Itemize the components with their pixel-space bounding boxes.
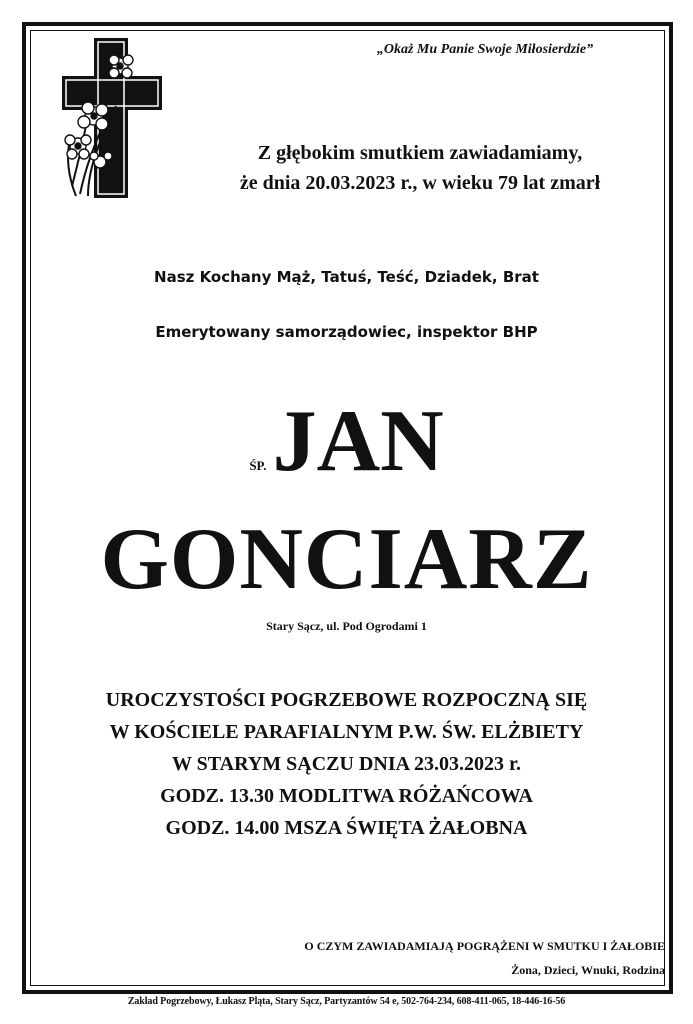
closing-line-1: O CZYM ZAWIADAMIAJĄ POGRĄŻENI W SMUTKU I ŻAŁOBIE	[304, 939, 665, 953]
ceremony-details	[40, 684, 653, 844]
first-name: JAN	[272, 393, 444, 490]
surname: GONCIARZ	[100, 511, 593, 608]
occupation-line: Emerytowany samorządowiec, inspektor BHP	[155, 323, 538, 341]
ceremony-line-1: UROCZYSTOŚCI POGRZEBOWE ROZPOCZNĄ SIĘ	[105, 689, 588, 711]
intro-line-2: że dnia 20.03.2023 r., w wieku 79 lat zmarł	[239, 172, 601, 194]
first-name-row	[40, 392, 653, 502]
motto: „Okaż Mu Panie Swoje Miłosierdzie”	[376, 42, 594, 57]
funeral-home-footer: Zakład Pogrzebowy, Łukasz Pląta, Stary Sącz, Partyzantów 54 e, 502-764-234, 608-411-065, 18-446-16-56	[127, 996, 566, 1007]
closing-line-2: Żona, Dzieci, Wnuki, Rodzina	[511, 963, 665, 977]
cross-with-daffodils-icon	[58, 36, 166, 200]
ceremony-line-2: W KOŚCIELE PARAFIALNYM P.W. ŚW. ELŻBIETY	[109, 721, 584, 743]
ceremony-line-3: W STARYM SĄCZU DNIA 23.03.2023 r.	[172, 753, 521, 775]
address: Stary Sącz, ul. Pod Ogrodami 1	[266, 619, 427, 633]
prefix-sp: ŚP.	[249, 458, 267, 473]
announcement-intro	[190, 138, 650, 198]
closing-block	[304, 934, 665, 982]
relations-line: Nasz Kochany Mąż, Tatuś, Teść, Dziadek, Brat	[154, 268, 539, 286]
ceremony-line-5: GODZ. 14.00 MSZA ŚWIĘTA ŻAŁOBNA	[165, 817, 528, 839]
ceremony-line-4: GODZ. 13.30 MODLITWA RÓŻAŃCOWA	[160, 785, 533, 807]
intro-line-1: Z głębokim smutkiem zawiadamiamy,	[257, 142, 583, 164]
